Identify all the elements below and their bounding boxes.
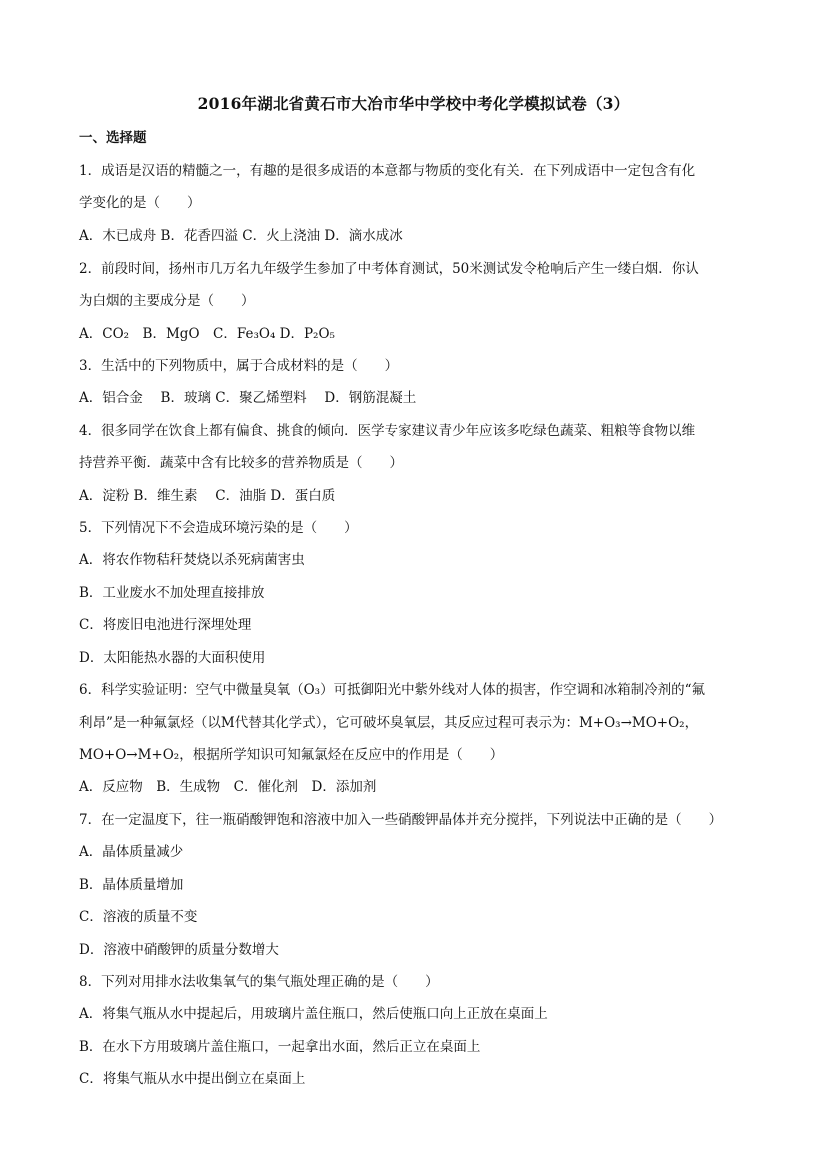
option-line: D．太阳能热水器的大面积使用 — [79, 650, 266, 666]
options-line: A．铝合金 B．玻璃 C．聚乙烯塑料 D．钢筋混凝土 — [79, 390, 417, 406]
option-line: B．在水下方用玻璃片盖住瓶口，一起拿出水面，然后正立在桌面上 — [79, 1039, 481, 1055]
question-line: 7．在一定温度下，往一瓶硝酸钾饱和溶液中加入一些硝酸钾晶体并充分搅拌，下列说法中正确的是（ ） — [79, 812, 723, 828]
question-line: 学变化的是（ ） — [79, 195, 201, 211]
question-line: 6．科学实验证明：空气中微量臭氧（O₃）可抵御阳光中紫外线对人体的损害，作空调和冰箱制冷剂的“氟 — [79, 682, 705, 698]
option-line: A．将集气瓶从水中提起后，用玻璃片盖住瓶口，然后使瓶口向上正放在桌面上 — [79, 1006, 548, 1022]
options-line: A．淀粉 B．维生素 C．油脂 D．蛋白质 — [79, 488, 336, 504]
options-line: A．木已成舟 B．花香四溢 C．火上浇油 D．滴水成冰 — [79, 228, 403, 244]
question-line: 5．下列情况下不会造成环境污染的是（ ） — [79, 520, 358, 536]
options-line: A．CO₂ B．MgO C．Fe₃O₄ D．P₂O₅ — [79, 326, 335, 342]
question-line: 1．成语是汉语的精髓之一，有趣的是很多成语的本意都与物质的变化有关．在下列成语中一定包含有化 — [79, 163, 696, 179]
question-line: 2．前段时间，扬州市几万名九年级学生参加了中考体育测试，50米测试发令枪响后产生一缕白烟．你认 — [79, 261, 699, 277]
question-line: 利昂”是一种氟氯烃（以M代替其化学式），它可破坏臭氧层，其反应过程可表示为：M+O₃→MO+O₂， — [79, 715, 699, 731]
option-line: C．将集气瓶从水中提出倒立在桌面上 — [79, 1071, 306, 1087]
page-title: 2016年湖北省黄石市大冶市华中学校中考化学模拟试卷（3） — [197, 94, 630, 113]
section-heading: 一、选择题 — [79, 130, 147, 146]
question-line: 3．生活中的下列物质中，属于合成材料的是（ ） — [79, 358, 399, 374]
option-line: B．晶体质量增加 — [79, 877, 184, 893]
option-line: D．溶液中硝酸钾的质量分数增大 — [79, 942, 279, 958]
question-line: 4．很多同学在饮食上都有偏食、挑食的倾向．医学专家建议青少年应该多吃绿色蔬菜、粗粮等食物以维 — [79, 423, 696, 439]
option-line: C．将废旧电池进行深埋处理 — [79, 617, 252, 633]
option-line: B．工业废水不加处理直接排放 — [79, 585, 265, 601]
question-line: 持营养平衡．蔬菜中含有比较多的营养物质是（ ） — [79, 455, 403, 471]
question-line: 为白烟的主要成分是（ ） — [79, 293, 255, 309]
question-line: MO+O→M+O₂，根据所学知识可知氟氯烃在反应中的作用是（ ） — [79, 747, 504, 763]
option-line: C．溶液的质量不变 — [79, 909, 198, 925]
question-line: 8．下列对用排水法收集氧气的集气瓶处理正确的是（ ） — [79, 974, 439, 990]
options-line: A．反应物 B．生成物 C．催化剂 D．添加剂 — [79, 779, 377, 795]
option-line: A．晶体质量减少 — [79, 844, 184, 860]
option-line: A．将农作物秸秆焚烧以杀死病菌害虫 — [79, 552, 305, 568]
